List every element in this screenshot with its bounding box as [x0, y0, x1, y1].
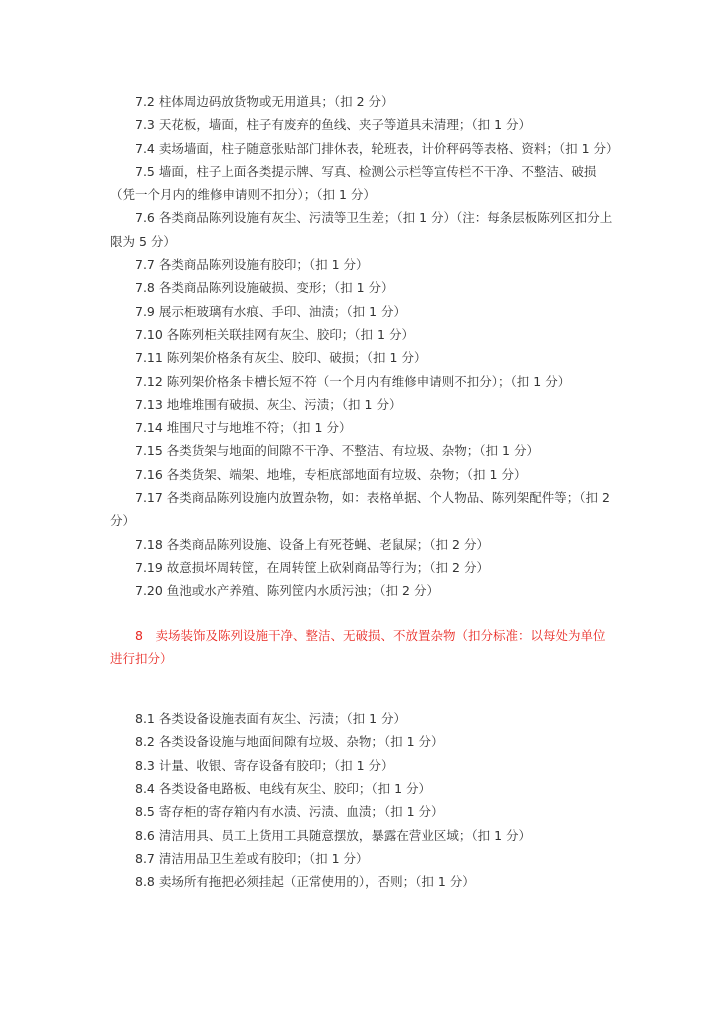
rule-item-8-8: 8.8 卖场所有拖把必须挂起（正常使用的），否则；（扣 1 分）	[135, 874, 475, 890]
rule-item-7-11: 7.11 陈列架价格条有灰尘、胶印、破损；（扣 1 分）	[135, 350, 427, 366]
rule-item-7-3: 7.3 天花板，墙面，柱子有废弃的鱼线、夹子等道具未清理；（扣 1 分）	[135, 117, 532, 133]
rule-item-8-1: 8.1 各类设备设施表面有灰尘、污渍；（扣 1 分）	[135, 711, 407, 727]
rule-item-7-12: 7.12 陈列架价格条卡槽长短不符（一个月内有维修申请则不扣分）；（扣 1 分）	[135, 373, 571, 389]
rule-item-7-15: 7.15 各类货架与地面的间隙不干净、不整洁、有垃圾、杂物；（扣 1 分）	[135, 443, 539, 459]
section-8-heading: 8 卖场装饰及陈列设施干净、整洁、无破损、不放置杂物（扣分标准：以每处为单位进行扣分）	[110, 627, 606, 666]
rule-item-7-5: 7.5 墙面，柱子上面各类提示牌、写真、检测公示栏等宣传栏不干净、不整洁、破损（凭一个月内的维修申请则不扣分）；（扣 1 分）	[110, 163, 597, 203]
rule-item-7-6: 7.6 各类商品陈列设施有灰尘、污渍等卫生差；（扣 1 分）（注：每条层板陈列区扣分上限为 5 分）	[110, 210, 613, 249]
rule-item-7-17: 7.17 各类商品陈列设施内放置杂物，如：表格单据、个人物品、陈列架配件等；（扣 2 分）	[110, 490, 610, 529]
rule-item-7-4: 7.4 卖场墙面，柱子随意张贴部门排休表，轮班表，计价秤码等表格、资料；（扣 1 分）	[135, 140, 619, 156]
rule-item-7-14: 7.14 堆围尺寸与地堆不符；（扣 1 分）	[135, 420, 352, 436]
rule-item-8-7: 8.7 清洁用品卫生差或有胶印；（扣 1 分）	[135, 850, 369, 866]
rule-item-7-13: 7.13 地堆堆围有破损、灰尘、污渍；（扣 1 分）	[135, 396, 402, 412]
document-body	[110, 90, 619, 894]
rule-item-8-6: 8.6 清洁用具、员工上货用工具随意摆放，暴露在营业区域；（扣 1 分）	[135, 827, 532, 843]
rule-item-7-19: 7.19 故意损坏周转筐，在周转筐上砍剁商品等行为；（扣 2 分）	[135, 559, 489, 575]
rule-item-7-8: 7.8 各类商品陈列设施破损、变形；（扣 1 分）	[135, 280, 394, 296]
rule-item-7-20: 7.20 鱼池或水产养殖、陈列筐内水质污浊；（扣 2 分）	[135, 583, 439, 599]
rule-item-8-5: 8.5 寄存柜的寄存箱内有水渍、污渍、血渍；（扣 1 分）	[135, 804, 444, 820]
rule-item-8-4: 8.4 各类设备电路板、电线有灰尘、胶印；（扣 1 分）	[135, 781, 432, 797]
rule-item-7-7: 7.7 各类商品陈列设施有胶印；（扣 1 分）	[135, 257, 369, 273]
blank-line	[110, 670, 615, 707]
rule-item-7-2: 7.2 柱体周边码放货物或无用道具；（扣 2 分）	[135, 94, 394, 109]
rule-item-7-16: 7.16 各类货架、端架、地堆，专柜底部地面有垃圾、杂物；（扣 1 分）	[135, 466, 527, 482]
rule-item-8-3: 8.3 计量、收银、寄存设备有胶印；（扣 1 分）	[135, 757, 394, 773]
rule-item-7-10: 7.10 各陈列柜关联挂网有灰尘、胶印；（扣 1 分）	[135, 326, 414, 342]
rule-item-8-2: 8.2 各类设备设施与地面间隙有垃圾、杂物；（扣 1 分）	[135, 734, 444, 750]
rule-item-7-9: 7.9 展示柜玻璃有水痕、手印、油渍；（扣 1 分）	[135, 303, 407, 319]
rule-item-7-18: 7.18 各类商品陈列设施、设备上有死苍蝇、老鼠屎；（扣 2 分）	[135, 536, 489, 552]
